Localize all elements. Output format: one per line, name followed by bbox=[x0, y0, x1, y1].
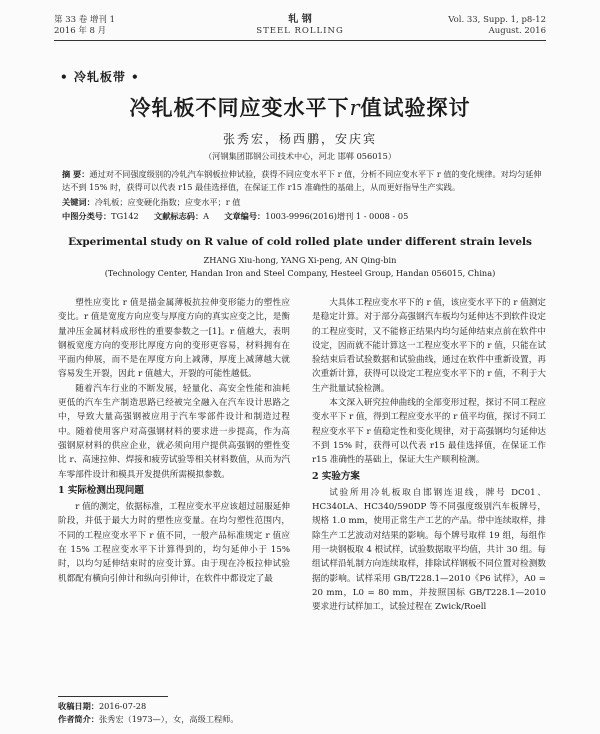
journal-date-en: August. 2016 bbox=[488, 26, 546, 36]
authors-cn: 张秀宏，杨西鹏，安庆宾 bbox=[222, 132, 377, 146]
keywords-label: 关键词： bbox=[62, 197, 95, 207]
affiliation-en: (Technology Center, Handan Iron and Steel Company, Hesteel Group, Handan 056015, China) bbox=[104, 268, 496, 278]
received-value: 2016-07-28 bbox=[98, 701, 147, 711]
affiliation-cn: （河钢集团邯钢公司技术中心，河北 邯郸 056015） bbox=[203, 151, 397, 161]
abstract-cn bbox=[62, 168, 548, 193]
title-symbol: r bbox=[349, 96, 361, 120]
header-rule bbox=[54, 40, 546, 41]
clc-label: 中图分类号： bbox=[62, 211, 112, 221]
body-left-column bbox=[58, 296, 290, 694]
doc-value: A bbox=[203, 211, 210, 221]
classification-line bbox=[62, 210, 548, 223]
journal-date: 2016 年 8 月 bbox=[54, 26, 107, 36]
journal-name-en: STEEL ROLLING bbox=[256, 26, 344, 36]
author-bio bbox=[58, 713, 239, 726]
clc-value: TG142 bbox=[111, 211, 139, 221]
doc-label: 文献标志码： bbox=[154, 211, 204, 221]
author-bio-label: 作者简介： bbox=[58, 714, 99, 724]
article-label: 文章编号： bbox=[224, 211, 266, 221]
right-para-3: 试验所用冷轧板取自邯钢连退线，牌号 DC01、HC340LA、HC340/590DP 等不同强度级别汽车板牌号，规格 1.0 mm，使用正常生产工艺的产品。带中连续取样，排除生产工艺波动对结果的影响。每个牌号取样 19 组，每组作用一块钢板取 4 根试样，试验数据取平均值，共计 30 组。每组试样沿轧制方向连续取样，排除试样钢板不同位置对检测数据的影响。试样采用 GB/T228.1—2010《P6 试样》，A0 = 20 mm，L0 = 80 mm，并按照国标 GB/T228.1—2010 要求进行试样加工，试验过程在 Zwick/Roell bbox=[312, 487, 546, 613]
body-right-column bbox=[312, 296, 546, 716]
left-para-2: 随着汽车行业的不断发展，轻量化、高安全性能和油耗更低的汽车生产制造思路已经被完全融入在汽车设计思路之中，导致大量高强钢被应用于汽车零部件设计和制造过程中。随着使用客户对高强钢材料的要求进一步提高，作为高强钢原材料的供应企业，就必须向用户提供高强钢的塑性变比 r、高速拉伸、焊接和疲劳试验等相关材料数值，从而为汽车零部件设计和模具开发提供所需模拟参数。 bbox=[58, 383, 290, 480]
journal-volume: 第 33 卷 增刊 1 bbox=[54, 15, 116, 25]
keywords-text: 冷轧板；应变硬化指数；应变水平；r 值 bbox=[94, 197, 241, 207]
journal-volume-en: Vol. 33, Supp. 1, p8-12 bbox=[448, 15, 546, 25]
left-para-1: 塑性应变比 r 值是描金属薄板抗拉伸变形能力的塑性应变比。r 值是宽度方向应变与厚度方向的真实应变之比，是衡量冲压金属材料成形性的重要参数之一[1]。r 值越大，表明钢板宽度方向的变形比厚度方向的变形更容易，材料拥有在平面内伸展，而不是在厚度方向上减薄，厚度上减薄越大就容易发生开裂，因此 r 值越大，开裂的可能性越低。 bbox=[58, 298, 290, 380]
keywords-cn bbox=[62, 196, 548, 209]
journal-name-cn: 轧 钢 bbox=[288, 14, 312, 25]
section-2-heading: 2 实验方案 bbox=[312, 470, 360, 482]
right-para-2: 本文深入研究拉伸曲线的全部变形过程，探讨不同工程应变水平下 r 值，得到工程应变水平的 r 值平均值，探讨不同工程应变水平下 r 值稳定性和变化规律，对于高强钢均匀延伸达不到 15% 时，获得可以代表 r15 最佳选择值，在保证工作 r15 准确性的基础上，保证大生产顺利检测。 bbox=[312, 398, 546, 466]
section-tag: • 冷轧板带 • bbox=[60, 70, 140, 84]
abstract-text: 通过对不同强度级别的冷轧汽车钢板拉伸试验，获得不同应变水平下 r 值，分析不同应变水平下 r 值的变化规律。对均匀延伸达不到 15% 时，获得可以代表 r15 最佳选择值，在保证工作 r15 准确性的基础上，从而更好指导生产实践。 bbox=[62, 169, 542, 192]
author-bio-value: 张秀宏（1973—），女，高级工程师。 bbox=[98, 714, 239, 724]
article-title-en: Experimental study on R value of cold rolled plate under different strain levels bbox=[68, 236, 532, 248]
section-1-heading: 1 实际检测出现问题 bbox=[58, 484, 144, 496]
article-title-cn bbox=[0, 92, 600, 122]
article-value: 1003-9996(2016)增刊 1 - 0008 - 05 bbox=[265, 211, 409, 221]
title-main: 冷轧板不同应变水平下 bbox=[129, 95, 350, 120]
title-tail: 值试验探讨 bbox=[360, 95, 471, 120]
abstract-label: 摘 要： bbox=[62, 169, 90, 179]
authors-en: ZHANG Xiu-hong, YANG Xi-peng, AN Qing-bin bbox=[203, 255, 397, 265]
left-para-3: r 值的测定，依据标准，工程应变水平应该超过屈服延伸阶段，并低于最大力时的塑性应变量。在均匀塑性范围内，不同的工程应变水平下 r 值不同，一般产品标准规定 r 值应在 15% 工程应变水平下计算得到的，均匀延伸小于 15% 时，以均匀延伸结束时的应变计算。由于现在冷板拉伸试验机都配有横向引伸计和纵向引伸计，在软件中都设定了最 bbox=[58, 502, 290, 584]
footnote-rule bbox=[58, 696, 168, 697]
right-para-1: 大具体工程应变水平下的 r 值，该应变水平下的 r 值测定是稳定计算。对于部分高强钢汽车板均匀延伸达不到软件设定的工程应变时，又不能修正结果内均匀延伸结束点前在软件中设定，因而就不能计算这一工程应变水平下的 r 值，只能在试验结束后看试验数据和试验曲线，通过在软件中重新设置，再次重新计算，获得可以设定工程应变水平下的 r 值，不利于大生产批量试验检测。 bbox=[312, 298, 546, 394]
received-label: 收稿日期： bbox=[58, 701, 99, 711]
received-date bbox=[58, 700, 146, 713]
